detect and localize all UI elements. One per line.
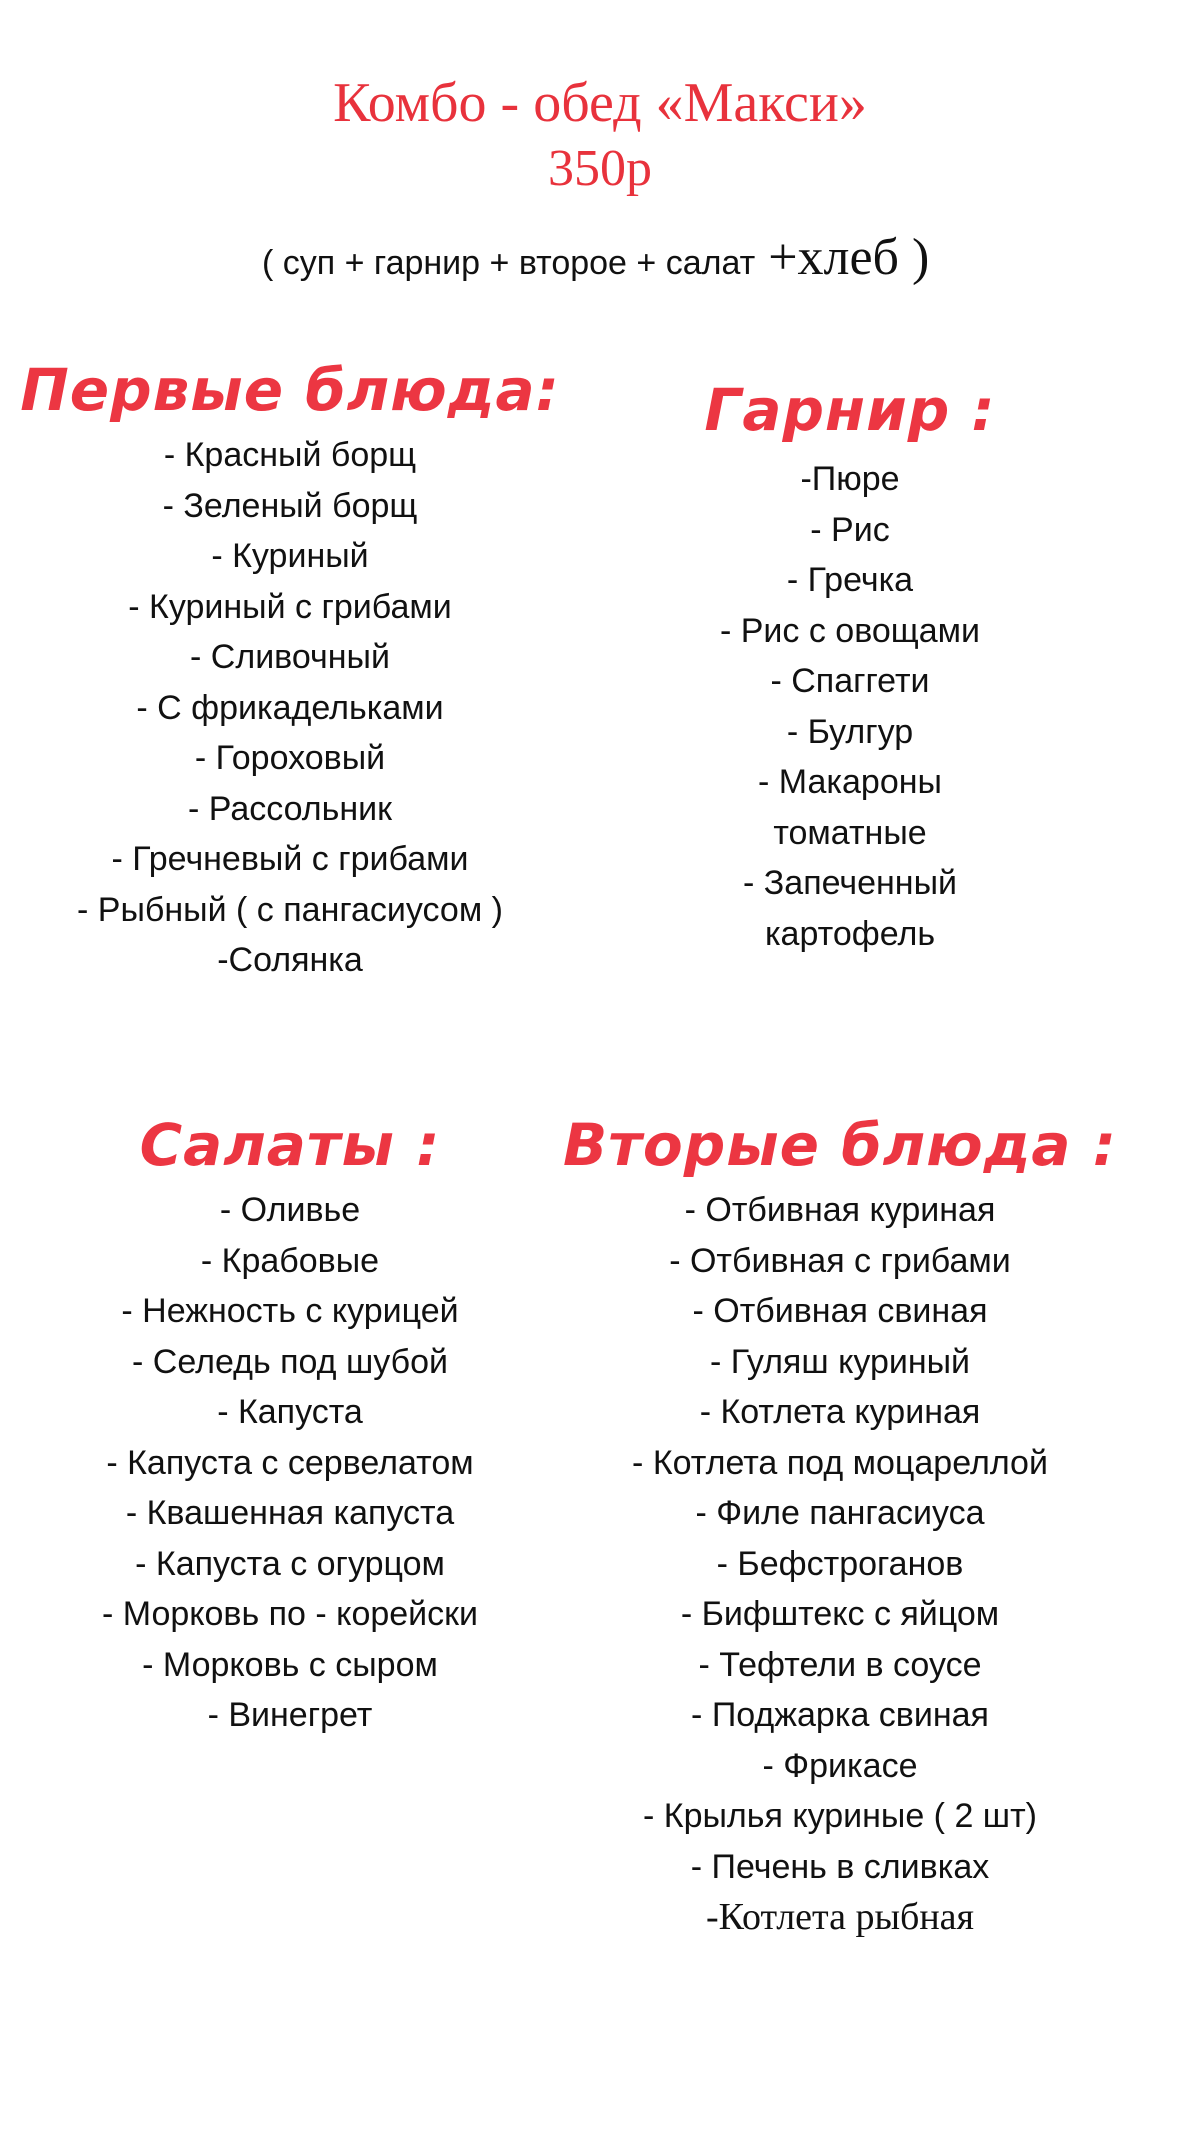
section-salads xyxy=(30,1105,550,1741)
list-item: - Куриный xyxy=(211,537,369,575)
list-item: - Фрикасе xyxy=(762,1746,918,1785)
list-item: - Запеченный xyxy=(742,864,957,902)
section-garnish xyxy=(660,370,1040,959)
garnish-list xyxy=(660,454,1040,959)
list-item: - Булгур xyxy=(786,712,914,751)
combo-composition xyxy=(262,228,1182,287)
section-title-salads: Салаты : xyxy=(139,1111,441,1179)
list-item: - Макароны xyxy=(758,763,942,801)
list-item: - Оливье xyxy=(219,1191,361,1229)
list-item: - Квашенная капуста xyxy=(125,1494,455,1532)
list-item: - Печень в сливках xyxy=(690,1847,990,1886)
combo-composition-main: ( суп + гарнир + второе + салат xyxy=(262,244,756,282)
list-item: - Отбивная свиная xyxy=(692,1292,988,1330)
list-item: картофель xyxy=(764,914,936,953)
list-item: томатные xyxy=(773,813,927,852)
list-item: - Котлета под моцареллой xyxy=(632,1443,1048,1482)
list-item: - Сливочный xyxy=(190,638,390,676)
section-title-second-courses: Вторые блюда : xyxy=(563,1111,1117,1179)
list-item: - Красный борщ xyxy=(163,436,417,474)
menu-header xyxy=(0,70,1200,202)
section-title-garnish: Гарнир : xyxy=(704,376,996,444)
list-item: - Крылья куриные ( 2 шт) xyxy=(643,1797,1037,1835)
list-item: - Капуста xyxy=(217,1393,363,1431)
list-item: - Бефстроганов xyxy=(716,1544,964,1583)
list-item: - Селедь под шубой xyxy=(132,1342,448,1381)
list-item: - Куриный с грибами xyxy=(128,587,452,626)
list-item: - С фрикадельками xyxy=(136,688,444,727)
salads-list xyxy=(30,1185,550,1741)
list-item: -Солянка xyxy=(217,941,363,979)
section-title-first-courses: Первые блюда: xyxy=(20,356,560,424)
list-item: - Гречка xyxy=(786,561,914,599)
list-item: - Тефтели в соусе xyxy=(698,1645,982,1684)
list-item: - Капуста с огурцом xyxy=(135,1544,445,1583)
list-item: - Рыбный ( с пангасиусом ) xyxy=(77,890,503,929)
list-item: - Гуляш куриный xyxy=(709,1342,971,1381)
list-item: - Поджарка свиная xyxy=(691,1696,989,1734)
list-item: - Гороховый xyxy=(194,739,386,777)
first-courses-list xyxy=(0,430,580,986)
combo-price: 350р xyxy=(548,140,652,197)
list-item: - Морковь по - корейски xyxy=(101,1595,479,1633)
list-item: - Спаггети xyxy=(770,662,930,700)
list-item: - Рис с овощами xyxy=(719,611,981,650)
section-second-courses xyxy=(560,1105,1120,1943)
list-item: - Морковь с сыром xyxy=(142,1645,438,1684)
list-item: - Отбивная куриная xyxy=(684,1191,996,1229)
list-item: - Котлета куриная xyxy=(699,1393,981,1431)
list-item: - Крабовые xyxy=(200,1241,380,1280)
second-courses-list xyxy=(560,1185,1120,1943)
list-item: - Винегрет xyxy=(207,1696,373,1734)
list-item: -Пюре xyxy=(800,460,900,498)
list-item: -Котлета рыбная xyxy=(705,1896,975,1938)
list-item: - Бифштекс с яйцом xyxy=(680,1595,1000,1633)
combo-composition-bread: +хлеб ) xyxy=(755,229,930,286)
list-item: - Гречневый с грибами xyxy=(111,840,469,878)
menu-title: Комбо - обед «Макси» xyxy=(333,72,867,134)
section-first-courses xyxy=(0,350,580,986)
list-item: - Нежность с курицей xyxy=(121,1292,459,1330)
list-item: - Капуста с сервелатом xyxy=(106,1443,474,1482)
list-item: - Отбивная с грибами xyxy=(669,1241,1011,1280)
list-item: - Рассольник xyxy=(188,789,392,828)
list-item: - Зеленый борщ xyxy=(162,486,418,525)
list-item: - Филе пангасиуса xyxy=(695,1494,985,1532)
list-item: - Рис xyxy=(810,510,890,549)
